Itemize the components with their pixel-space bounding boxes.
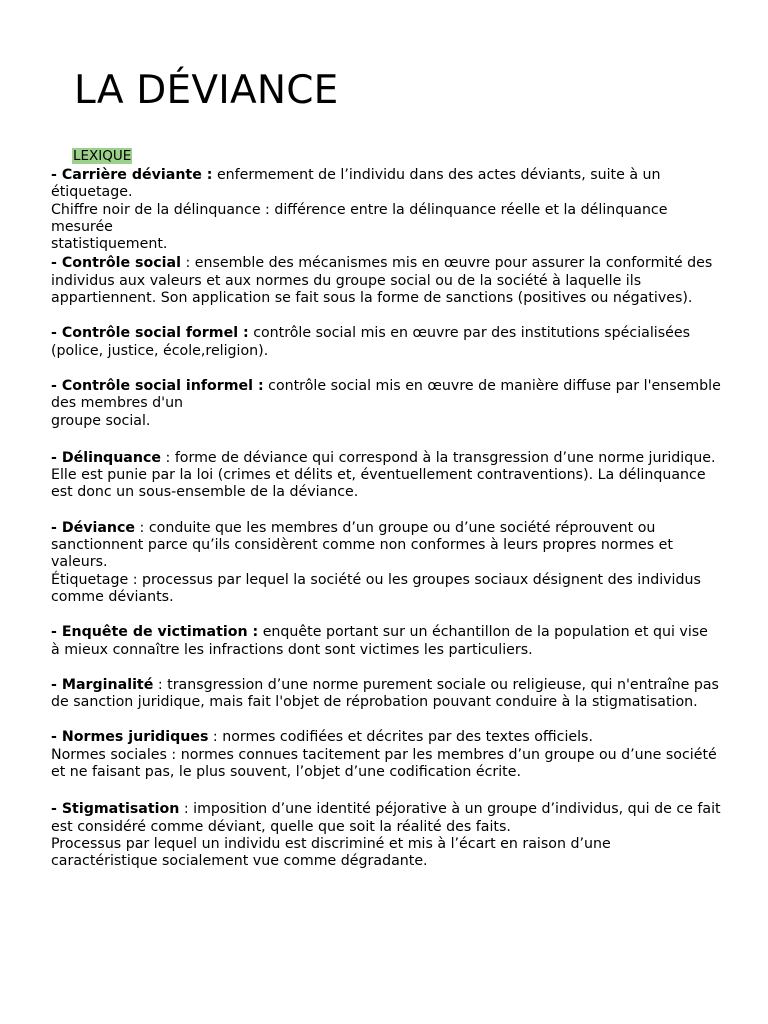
definition: : imposition d’une identité péjorative à un groupe d’individus, qui de ce fait est considéré comme déviant, quelle que soit la réalité des faits. bbox=[51, 801, 721, 835]
glossary-body bbox=[51, 167, 721, 871]
definition-extra: statistiquement. bbox=[51, 236, 168, 253]
lexique-highlight-label: LEXIQUE bbox=[73, 148, 132, 164]
term: - Contrôle social formel : bbox=[51, 325, 249, 342]
definition: contrôle social mis en œuvre de manière diffuse par l'ensemble des membres d'un bbox=[51, 377, 721, 412]
definition-extra: groupe social. bbox=[51, 412, 151, 429]
definition-extra: Normes sociales : normes connues tacitement par les membres d’un groupe ou d’une société et ne faisant pas, le plus souvent, l’objet d’une codification écrite. bbox=[51, 746, 717, 781]
definition: : ensemble des mécanismes mis en œuvre pour assurer la conformité des individus aux valeurs et aux normes du groupe social ou de la société à laquelle ils appartiennent. Son application se fait sous la forme de sanctions (positives ou négatives). bbox=[51, 255, 713, 307]
entry-stigmatisation bbox=[51, 801, 721, 870]
entry-controle-social bbox=[51, 255, 721, 307]
entry-marginalite bbox=[51, 677, 721, 712]
entry-controle-social-informel bbox=[51, 378, 721, 430]
term: - Carrière déviante : bbox=[51, 167, 213, 183]
term: - Délinquance bbox=[51, 449, 162, 466]
definition-extra: Chiffre noir de la délinquance : différence entre la délinquance réelle et la délinquance mesurée bbox=[51, 201, 668, 235]
definition: enfermement de l’individu dans des actes déviants, suite à un étiquetage. bbox=[51, 167, 661, 201]
definition: enquête portant sur un échantillon de la population et qui vise à mieux connaître les infractions dont sont victimes les particuliers. bbox=[51, 624, 708, 658]
entry-deviance bbox=[51, 520, 721, 606]
term: - Enquête de victimation : bbox=[51, 624, 259, 641]
entry-delinquance bbox=[51, 450, 721, 502]
term: - Normes juridiques bbox=[51, 729, 209, 746]
entry-controle-social-formel bbox=[51, 325, 721, 360]
definition: : forme de déviance qui correspond à la transgression d’une norme juridique. Elle est punie par la loi (crimes et délits et, éventuellement contraventions). La délinquance est donc un sous-ensemble de la déviance. bbox=[51, 449, 716, 501]
term: - Contrôle social informel : bbox=[51, 377, 264, 394]
definition-extra: Étiquetage : processus par lequel la société ou les groupes sociaux désignent des individus comme déviants. bbox=[51, 571, 701, 605]
term: - Contrôle social bbox=[51, 255, 181, 272]
definition: : normes codifiées et décrites par des textes officiels. bbox=[208, 729, 593, 746]
entry-carriere-deviante bbox=[51, 167, 721, 253]
term: - Déviance bbox=[51, 519, 136, 536]
entry-normes-juridiques bbox=[51, 729, 721, 781]
page-title: LA DÉVIANCE bbox=[74, 68, 339, 113]
definition: : transgression d’une norme purement sociale ou religieuse, qui n'entraîne pas de sanction juridique, mais fait l'objet de réprobation pouvant conduire à la stigmatisation. bbox=[51, 676, 719, 711]
definition: : conduite que les membres d’un groupe ou d’une société réprouvent ou sanctionnent parce qu’ils considèrent comme non conformes à leurs propres normes et valeurs. bbox=[51, 519, 673, 571]
definition: contrôle social mis en œuvre par des institutions spécialisées (police, justice, école,religion). bbox=[51, 325, 690, 359]
term: - Stigmatisation bbox=[51, 801, 180, 818]
term: - Marginalité bbox=[51, 676, 154, 693]
entry-enquete-victimation bbox=[51, 624, 721, 659]
definition-extra: Processus par lequel un individu est discriminé et mis à l’écart en raison d’une caractéristique socialement vue comme dégradante. bbox=[51, 835, 611, 870]
